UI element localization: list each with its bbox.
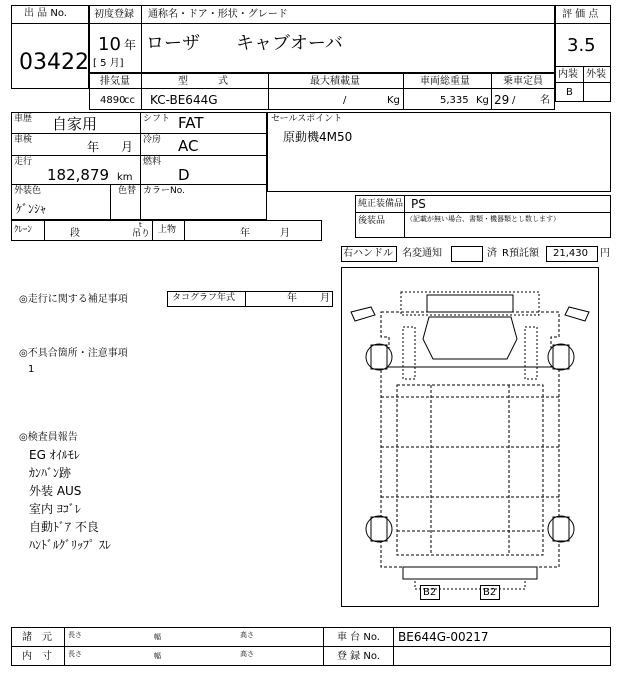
max-load-slash: / bbox=[343, 95, 347, 106]
first-reg-year-unit: 年 bbox=[124, 38, 137, 52]
color-change-label: 色替 bbox=[118, 186, 137, 196]
inspection-month-unit: 月 bbox=[121, 140, 134, 154]
sales-point: 原動機4M50 bbox=[283, 130, 353, 144]
registration-number-label: 登 録 No. bbox=[337, 651, 380, 662]
crane-stage-unit: 段 bbox=[70, 228, 80, 239]
gross-weight: 5,335 bbox=[440, 95, 469, 106]
recycle-deposit-label: R預託額 bbox=[502, 248, 539, 259]
gross-weight-label: 車両総重量 bbox=[420, 76, 470, 87]
first-reg-label: 初度登録 bbox=[94, 9, 134, 20]
height-label: 高さ bbox=[240, 631, 254, 639]
inside-length-label: 長さ bbox=[68, 650, 82, 658]
upper-label: 上物 bbox=[158, 225, 177, 235]
ac-label: 冷房 bbox=[143, 135, 162, 145]
lot-number: 03422 bbox=[19, 50, 89, 75]
vehicle-diagram bbox=[341, 267, 599, 607]
shift-label: シフト bbox=[143, 114, 171, 124]
gross-weight-unit: Kg bbox=[476, 95, 489, 106]
dims-label: 諸 元 bbox=[22, 632, 52, 643]
shift: FAT bbox=[178, 114, 204, 132]
displacement: 4890 bbox=[100, 95, 126, 106]
chassis-number-label: 車 台 No. bbox=[337, 632, 380, 643]
defects-value: 1 bbox=[28, 364, 35, 375]
interior-grade-label: 内装 bbox=[558, 69, 578, 80]
displacement-label: 排気量 bbox=[100, 76, 130, 87]
inside-dims-label: 内 寸 bbox=[22, 651, 52, 662]
color-no-label: カラーNo. bbox=[143, 186, 185, 196]
inspector-item: EG ｵｲﾙﾓﾚ bbox=[29, 448, 80, 462]
model-header-label: 通称名・ドア・形状・グレード bbox=[148, 9, 288, 20]
damage-mark-rear-left: B2 bbox=[423, 587, 437, 598]
car-name: ローザ キャブオーバ bbox=[146, 33, 343, 54]
notice-box bbox=[451, 246, 483, 262]
crane-t: t bbox=[139, 221, 142, 229]
fuel-label: 燃料 bbox=[143, 157, 162, 167]
first-reg-year: 10 bbox=[98, 34, 121, 55]
tacho-month-unit: 月 bbox=[320, 293, 330, 304]
aftermarket-note: （記載が無い場合、書類・機器類とし数します） bbox=[406, 215, 560, 223]
inside-height-label: 高さ bbox=[240, 650, 254, 658]
equipment: PS bbox=[411, 197, 426, 211]
interior-grade: B bbox=[566, 87, 573, 98]
defects-title: ◎不具合箇所・注意事項 bbox=[19, 348, 128, 359]
crane-label: ｸﾚｰﾝ bbox=[14, 225, 33, 235]
inspector-item: ﾊﾝﾄﾞﾙｸﾞﾘｯﾌﾟ ｽﾚ bbox=[29, 538, 111, 552]
width-label: 幅 bbox=[154, 633, 161, 641]
yen-unit: 円 bbox=[600, 248, 610, 259]
inspector-item: 室内 ﾖｺﾞﾚ bbox=[29, 502, 81, 516]
chassis-number: BE644G-00217 bbox=[398, 630, 489, 644]
rhd: 右ハンドル bbox=[343, 248, 393, 259]
tacho-label: タコグラフ年式 bbox=[172, 293, 236, 303]
model-code-label: 型 式 bbox=[178, 76, 228, 87]
equipment-label: 純正装備品 bbox=[358, 199, 404, 209]
model-code: KC-BE644G bbox=[150, 93, 218, 107]
score-label: 評 価 点 bbox=[562, 9, 599, 20]
color: ｹﾞﾝｼｬ bbox=[16, 202, 47, 216]
history: 自家用 bbox=[52, 115, 98, 133]
length-label: 長さ bbox=[68, 631, 82, 639]
score-value: 3.5 bbox=[567, 35, 596, 56]
capacity-slash: / bbox=[512, 95, 516, 106]
damage-mark-rear-right: B2 bbox=[483, 587, 497, 598]
mileage-label: 走行 bbox=[14, 157, 33, 167]
max-load-unit: Kg bbox=[387, 95, 400, 106]
fuel: D bbox=[178, 166, 190, 184]
mileage-unit: km bbox=[117, 172, 133, 183]
upper-year-unit: 年 bbox=[240, 228, 250, 239]
driving-notes-title: ◎走行に関する補足事項 bbox=[19, 294, 128, 305]
aftermarket-label: 後装品 bbox=[358, 216, 386, 226]
history-label: 車歴 bbox=[14, 114, 33, 124]
tacho-year-unit: 年 bbox=[287, 293, 297, 304]
recycle-done: 済 bbox=[487, 248, 497, 259]
sales-point-label: セールスポイント bbox=[271, 114, 343, 124]
inspector-item: 外装 AUS bbox=[29, 484, 82, 498]
inspector-item: ｶﾝﾊﾞﾝ跡 bbox=[29, 466, 72, 480]
crane-lift-unit: 吊り bbox=[132, 229, 151, 239]
color-label: 外装色 bbox=[14, 186, 42, 196]
inspection-label: 車検 bbox=[14, 135, 33, 145]
inside-width-label: 幅 bbox=[154, 652, 161, 660]
exterior-grade-label: 外装 bbox=[586, 69, 606, 80]
max-load-label: 最大積載量 bbox=[310, 76, 360, 87]
name-change-notice: 名変通知 bbox=[402, 248, 442, 259]
inspector-item: 自動ﾄﾞｱ 不良 bbox=[29, 520, 99, 534]
ac: AC bbox=[178, 137, 199, 155]
mileage: 182,879 bbox=[47, 166, 110, 184]
recycle-deposit: 21,430 bbox=[553, 248, 588, 259]
inspector-report-title: ◎検査員報告 bbox=[19, 432, 78, 443]
inspection-year-unit: 年 bbox=[87, 140, 100, 154]
capacity-unit: 名 bbox=[540, 95, 550, 106]
lot-label: 出 品 No. bbox=[24, 8, 67, 19]
first-reg-month: [ 5 月] bbox=[93, 58, 124, 69]
upper-month-unit: 月 bbox=[280, 228, 290, 239]
displacement-unit: cc bbox=[124, 95, 135, 106]
capacity: 29 bbox=[494, 93, 510, 107]
capacity-label: 乗車定員 bbox=[503, 76, 543, 87]
